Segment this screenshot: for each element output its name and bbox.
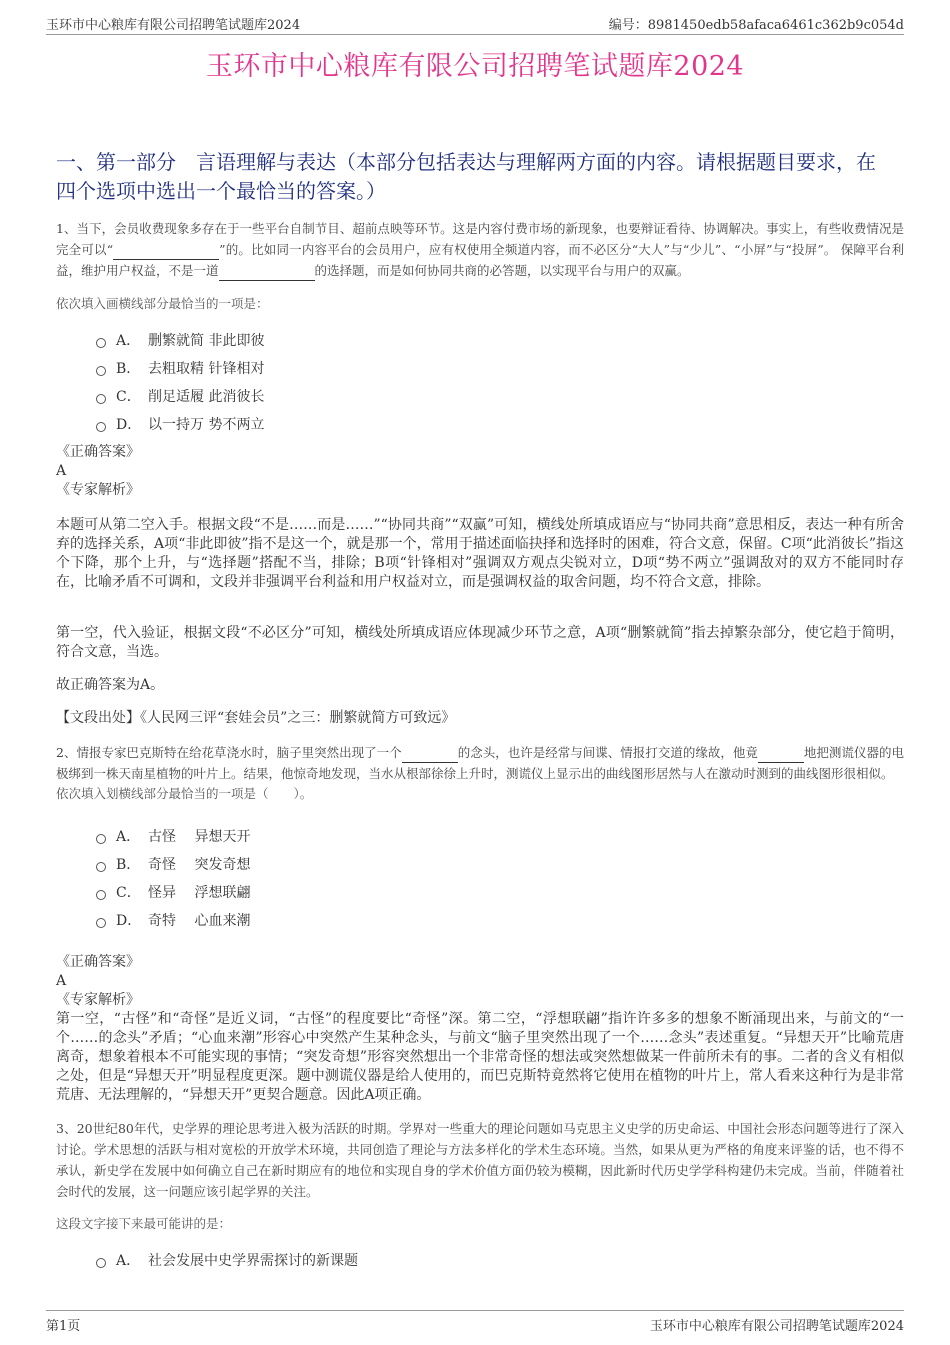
- option-b[interactable]: B． 去粗取精 针锋相对: [96, 354, 904, 382]
- radio-icon[interactable]: [96, 394, 106, 404]
- header-title: 玉环市中心粮库有限公司招聘笔试题库2024: [46, 18, 301, 33]
- page-footer: [46, 1310, 904, 1333]
- radio-icon[interactable]: [96, 422, 106, 432]
- radio-icon[interactable]: [96, 890, 106, 900]
- question-1: [56, 218, 904, 281]
- answer-label: 《正确答案》: [56, 444, 140, 460]
- option-b[interactable]: B． 奇怪 突发奇想: [96, 850, 904, 878]
- document-id: 编号：8981450edb58afaca6461c362b9c054d: [608, 18, 904, 33]
- option-c[interactable]: C． 怪异 浮想联翩: [96, 878, 904, 906]
- radio-icon[interactable]: [96, 338, 106, 348]
- question-2-stem: 2、情报专家巴克斯特在给花草浇水时，脑子里突然出现了一个 的念头，也许是经常与间谍、情报打交道的缘故，他竟 地把测谎仪器的电极绑到一株天南星植物的叶片上。结果，他惊奇地发现，当水从根部徐徐上升时，测谎仪上显示出的曲线图形居然与人在激动时测到的曲线图形很相似。: [56, 745, 904, 781]
- analysis-text: 第一空，代入验证，根据文段“不必区分”可知，横线处所填成语应体现减少环节之意，A项“删繁就简”指去掉繁杂部分，使它趋于简明，符合文意，当选。: [56, 625, 904, 660]
- answer-label: 《正确答案》: [56, 954, 140, 970]
- question-3-prompt: 这段文字接下来最可能讲的是：: [56, 1216, 232, 1231]
- section-heading: 一、第一部分 言语理解与表达（本部分包括表达与理解两方面的内容。请根据题目要求，在四个选项中选出一个最恰当的答案。）: [56, 150, 876, 203]
- radio-icon[interactable]: [96, 834, 106, 844]
- option-c[interactable]: C． 削足适履 此消彼长: [96, 382, 904, 410]
- question-3-options: [56, 1246, 904, 1274]
- option-a[interactable]: A． 删繁就简 非此即彼: [96, 326, 904, 354]
- question-1-prompt: 依次填入画横线部分最恰当的一项是：: [56, 296, 269, 311]
- analysis-label: 《专家解析》: [56, 482, 140, 498]
- analysis-text: 本题可从第二空入手。根据文段“不是……而是……”“协同共商”“双赢”可知，横线处所填成语应与“协同共商”意思相反，表达一种有所舍弃的选择关系，A项“非此即彼”指不是这一个，就是那一个，常用于描述面临抉择和选择时的困难，符合文意，保留。C项“此消彼长”指这个下降，那个上升，与“选择题”搭配不当，排除；B项“针锋相对”强调双方观点尖锐对立，D项“势不两立”强调敌对的双方不能同时存在，比喻矛盾不可调和，文段并非强调平台利益和用户权益对立，而是强调权益的取舍问题，均不符合文意，排除。: [56, 517, 904, 590]
- analysis-text: 第一空，“古怪”和“奇怪”是近义词，“古怪”的程度要比“奇怪”深。第二空，“浮想联翩”指许许多多的想象不断涌现出来，与前文的“一个……的念头”矛盾；“心血来潮”形容心中突然产生某种念头，与前文“脑子里突然出现了一个……念头”表述重复。“异想天开”比喻荒唐离奇，想象着根本不可能实现的事情；“突发奇想”形容突然想出一个非常奇怪的想法或突然想做某一件前所未有的事。二者的含义有相似之处，但是“异想天开”明显程度更深。题中测谎仪器是给人使用的，而巴克斯特竟然将它使用在植物的叶片上，常人看来这种行为是非常荒唐、无法理解的，“异想天开”更契合题意。因此A项正确。: [56, 1011, 904, 1103]
- footer-title: 玉环市中心粮库有限公司招聘笔试题库2024: [649, 1319, 904, 1334]
- blank-2: [758, 747, 804, 763]
- question-3-stem: 3、20世纪80年代，史学界的理论思考进入极为活跃的时期。学界对一些重大的理论问题如马克思主义史学的历史命运、中国社会形态问题等进行了深入讨论。学术思想的活跃与相对宽松的开放学术环境，共同创造了理论与方法多样化的学术生态环境。当然，如果从更为严格的角度来评鉴的话，也不得不承认，新史学在发展中如何确立自己在新时期应有的地位和实现自身的学术价值方面仍较为模糊，因此新时代历史学学科构建仍未完成。当前，伴随着社会时代的发展，这一问题应该引起学界的关注。: [56, 1121, 904, 1199]
- question-3: [56, 1118, 904, 1202]
- text-source: 【文段出处】《人民网三评“套娃会员”之三：删繁就简方可致远》: [56, 710, 456, 726]
- question-1-options: [56, 326, 904, 438]
- analysis-conclusion: 故正确答案为A。: [56, 677, 165, 693]
- radio-icon[interactable]: [96, 1258, 106, 1268]
- page-title: 玉环市中心粮库有限公司招聘笔试题库2024: [205, 51, 745, 82]
- option-d[interactable]: D． 以一持万 势不两立: [96, 410, 904, 438]
- question-2-prompt: 依次填入划横线部分最恰当的一项是（ ）。: [56, 786, 313, 801]
- option-a[interactable]: A． 社会发展中史学界需探讨的新课题: [96, 1246, 904, 1274]
- radio-icon[interactable]: [96, 366, 106, 376]
- question-2: [56, 742, 904, 802]
- blank-2: [219, 265, 315, 281]
- option-d[interactable]: D． 奇特 心血来潮: [96, 906, 904, 934]
- option-a[interactable]: A． 古怪 异想天开: [96, 822, 904, 850]
- page-number: 第1页: [46, 1319, 81, 1334]
- answer-value: A: [56, 973, 67, 989]
- question-1-stem: 1、当下，会员收费现象多存在于一些平台自制节目、超前点映等环节。这是内容付费市场的新现象，也要辩证看待、协调解决。事实上，有些收费情况是完全可以“ ”的。比如同一内容平台的会员用户，应有权使用全频道内容，而不必区分“大人”与“少儿”、“小屏”与“投屏”。 保障平台利益，维护用户权益，不是一道 的选择题，而是如何协同共商的必答题，以实现平台与用户的双赢。: [56, 218, 904, 281]
- answer-value: A: [56, 463, 67, 479]
- analysis-label: 《专家解析》: [56, 992, 140, 1008]
- radio-icon[interactable]: [96, 918, 106, 928]
- blank-1: [113, 244, 219, 260]
- blank-1: [402, 747, 458, 763]
- radio-icon[interactable]: [96, 862, 106, 872]
- page-header: [46, 12, 904, 35]
- question-2-options: [56, 822, 904, 934]
